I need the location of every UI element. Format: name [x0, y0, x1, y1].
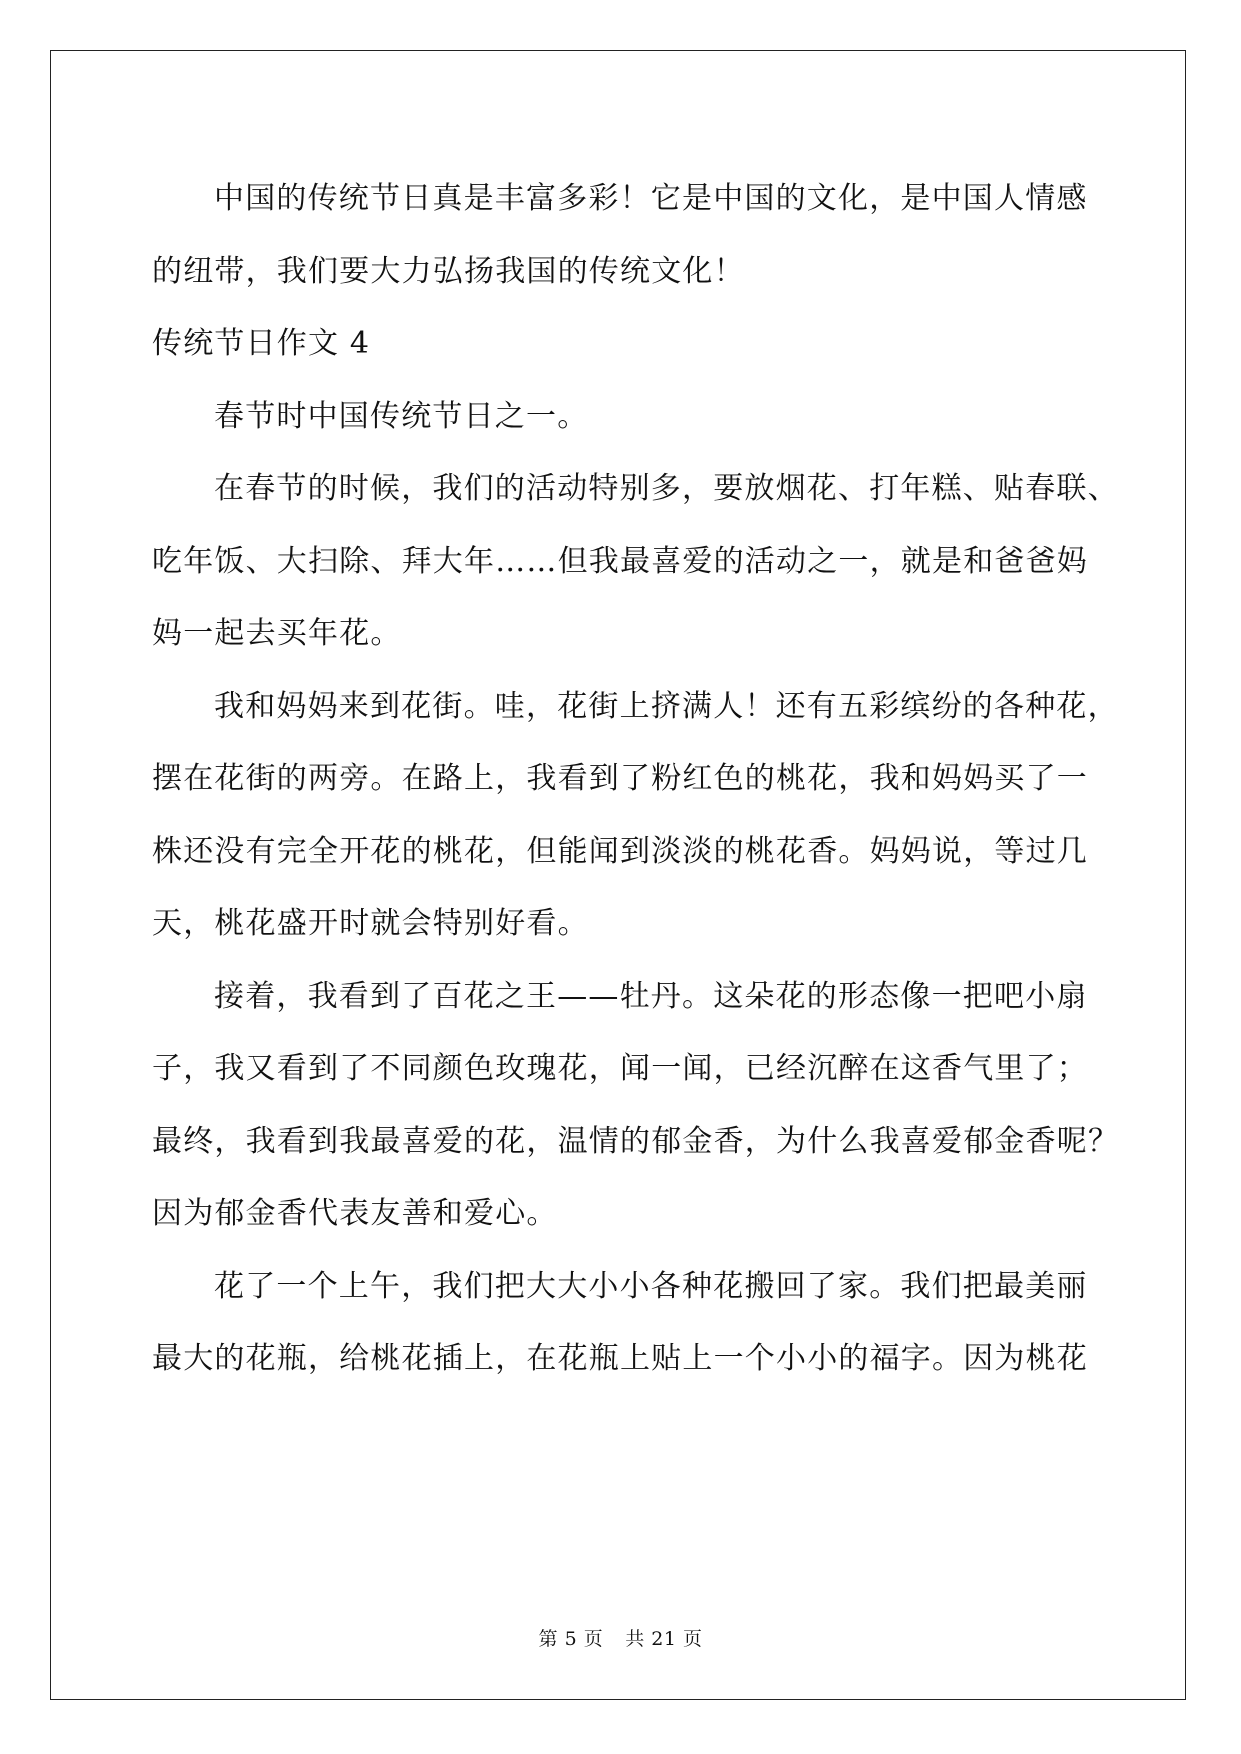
paragraph	[152, 961, 1120, 1251]
text-line: 摆在花街的两旁。在路上，我看到了粉红色的桃花，我和妈妈买了一	[152, 761, 1088, 796]
paragraph	[152, 163, 1112, 308]
text-line: 在春节的时候，我们的活动特别多，要放烟花、打年糕、贴春联、	[214, 471, 1119, 506]
paragraph	[152, 381, 1112, 454]
text-line: 接着，我看到了百花之王——牡丹。这朵花的形态像一把吧小扇	[214, 978, 1088, 1014]
text-line: 的纽带，我们要大力弘扬我国的传统文化！	[152, 253, 745, 289]
text-line: 春节时中国传统节日之一。	[214, 398, 589, 434]
paragraph	[152, 453, 1119, 671]
document-body	[152, 163, 1120, 1396]
text-line: 子，我又看到了不同颜色玫瑰花，闻一闻，已经沉醉在这香气里了；	[152, 1051, 1088, 1086]
text-line: 最大的花瓶，给桃花插上，在花瓶上贴上一个小小的福字。因为桃花	[152, 1341, 1088, 1376]
page-footer	[0, 1624, 1241, 1651]
text-line: 花了一个上午，我们把大大小小各种花搬回了家。我们把最美丽	[214, 1268, 1088, 1304]
text-line: 吃年饭、大扫除、拜大年……但我最喜爱的活动之一，就是和爸爸妈	[152, 543, 1088, 579]
total-pages: 共 21 页	[625, 1628, 703, 1650]
text-line: 天，桃花盛开时就会特别好看。	[152, 906, 589, 941]
heading-text: 传统节日作文 4	[152, 326, 371, 361]
page-number: 第 5 页	[538, 1628, 604, 1650]
text-line: 妈一起去买年花。	[152, 616, 402, 651]
text-line: 株还没有完全开花的桃花，但能闻到淡淡的桃花香。妈妈说，等过几	[152, 833, 1088, 869]
text-line: 中国的传统节日真是丰富多彩！它是中国的文化，是中国人情感	[214, 181, 1088, 216]
paragraph	[152, 1251, 1112, 1396]
paragraph	[152, 671, 1119, 961]
text-line: 最终，我看到我最喜爱的花，温情的郁金香，为什么我喜爱郁金香呢？	[152, 1123, 1120, 1159]
section-heading	[152, 308, 1112, 381]
text-line: 因为郁金香代表友善和爱心。	[152, 1196, 558, 1231]
text-line: 我和妈妈来到花街。哇，花街上挤满人！还有五彩缤纷的各种花，	[214, 688, 1119, 724]
